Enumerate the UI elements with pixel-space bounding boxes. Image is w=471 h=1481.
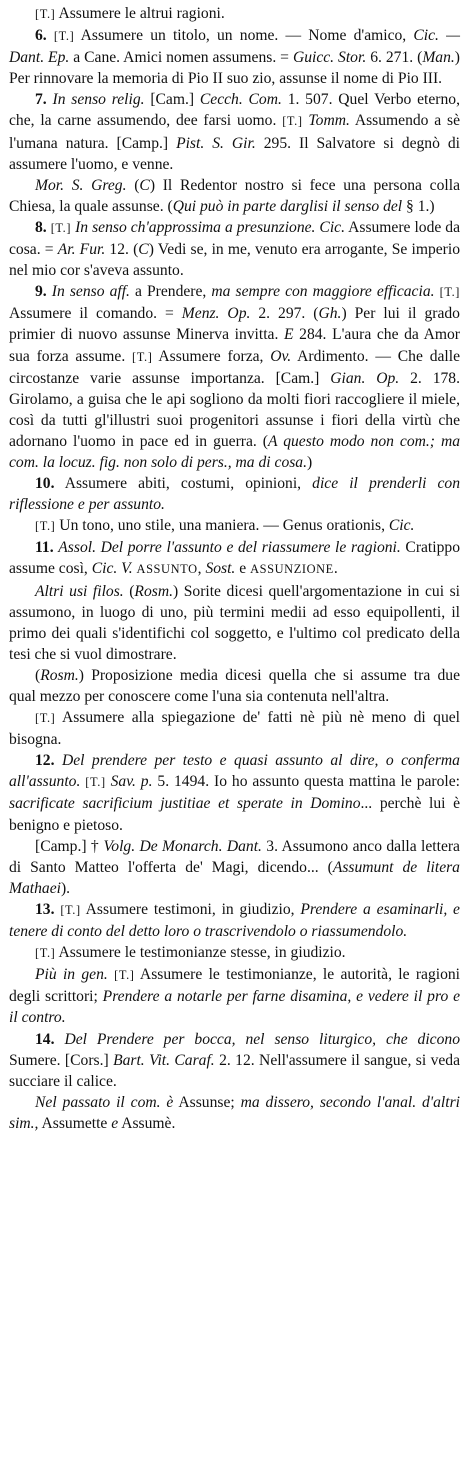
text-run: Assumere un titolo, un nome. — Nome d'amico, — [74, 27, 414, 45]
citation-tag: [T.] — [53, 29, 75, 44]
text-run: Assumè. — [118, 1114, 176, 1132]
entry-paragraph — [9, 707, 460, 750]
citation-tag: [T.] — [35, 7, 56, 21]
italic-run: In senso ch'approssima a presunzione. Cic. — [75, 218, 345, 236]
entry-paragraph — [9, 175, 460, 217]
entry-paragraph — [9, 581, 460, 665]
entry-paragraph — [9, 836, 460, 899]
text-run: ) Per lui il grado primier di nuovo assunse Minerva invitta. — [9, 305, 460, 344]
sense-number: 14. — [35, 1030, 55, 1048]
text-run: 5. 1494. Io ho assunto questa mattina le parole: — [152, 773, 460, 791]
entry-paragraph — [9, 281, 460, 473]
text-run: . — [333, 560, 338, 578]
italic-run: In senso aff. — [51, 283, 130, 301]
italic-run: Ov. — [270, 347, 292, 365]
text-run: 1. 507. Quel Verbo eterno, che, la carne assumendo, dee farsi uomo. — [9, 91, 460, 130]
sense-number: 9. — [35, 283, 47, 301]
italic-run: Rosm. — [40, 666, 79, 684]
italic-run: Del prendere per testo e quasi assunto al dire, o conferma all'assunto. — [9, 752, 460, 791]
italic-run: Pist. S. Gir. — [176, 134, 256, 152]
citation-tag: [T.] — [132, 349, 153, 364]
italic-run: Assol. Del porre l'assunto e del riassumere le ragioni. — [58, 539, 401, 557]
entry-paragraph — [9, 1029, 460, 1092]
italic-run: Tomm. — [308, 112, 350, 130]
italic-run: Cic. V. — [91, 560, 133, 578]
italic-run: Ar. Fur. — [57, 241, 106, 259]
citation-tag: [T.] — [35, 519, 56, 534]
italic-run: Cecch. Com. — [199, 91, 282, 109]
text-run: ) — [307, 453, 313, 471]
text-run: ) Proposizione media dicesi quella che si assume tra due qual mezzo per conoscere come l'una sia contenuta nell'altra. — [9, 666, 460, 705]
italic-run: Rosm. — [134, 582, 173, 600]
text-run: ( — [35, 666, 41, 684]
text-run: Assumere testimoni, in giudizio, — [80, 900, 301, 918]
italic-run: Menz. Op. — [181, 305, 251, 323]
text-run: ( — [123, 582, 135, 600]
italic-run: sacrificate sacrificium justitiae et sperate in Domino — [9, 795, 361, 813]
citation-tag: [T.] — [85, 775, 106, 790]
text-run: 12. ( — [105, 241, 139, 259]
entry-paragraph — [9, 1092, 460, 1134]
text-run: ... perchè lui è benigno e pietoso. — [9, 795, 460, 834]
citation-tag: [T.] — [35, 946, 56, 961]
text-run: [Cam.] — [144, 91, 200, 109]
text-run: ) Sorite dicesi quell'argomentazione in cui si assumono, in luogo di uno, più termini medii ad esso equipollenti, il primo dei quali s'identifichi col soggetto, e l'ultimo col predicato della tesi che si vuol dimostrare. — [9, 582, 460, 663]
italic-run: ma dissero, secondo l'anal. d'altri sim., — [9, 1093, 460, 1132]
text-run: , — [197, 560, 206, 578]
entry-paragraph — [9, 473, 460, 515]
text-run: 2. 297. ( — [250, 305, 319, 323]
italic-run: Sav. p. — [110, 773, 153, 791]
entry-paragraph — [9, 217, 460, 281]
italic-run: Del Prendere per bocca, nel senso liturgico, che dicono — [64, 1030, 460, 1048]
italic-run: In senso relig. — [52, 91, 145, 109]
italic-run: Più in gen. — [35, 966, 108, 984]
italic-run: Qui può in parte darglisi il senso del — [172, 197, 403, 215]
italic-run: Nel passato il com. è — [35, 1093, 174, 1111]
italic-run: Volg. De Monarch. Dant. — [103, 837, 262, 855]
text-run: a Prendere, — [129, 283, 212, 301]
text-run: e — [235, 560, 251, 578]
italic-run: dice il prenderli con riflessione e per assunto. — [9, 475, 460, 514]
italic-run: Prendere a esaminarli, e tenere di conto del detto loro o trascrivendolo o riassumendolo. — [9, 900, 460, 941]
italic-run: E — [284, 326, 294, 344]
italic-run: ma sempre con maggiore efficacia. — [211, 283, 435, 301]
citation-tag: [T.] — [439, 285, 460, 300]
text-run: Assumere il comando. = — [9, 305, 182, 323]
italic-run: Assumunt de litera Mathaei — [9, 858, 460, 897]
entry-paragraph — [9, 89, 460, 174]
text-run: 2. 178. Girolamo, a guisa che le api sogliono da molti fiori raccogliere il miele, così da tutti gl'illustri suoi progenitori assunse i fiori della virtù che adornano l'uomo in pace ed in guerra. ( — [9, 369, 460, 450]
italic-run: e — [111, 1114, 119, 1132]
sense-number: 13. — [35, 900, 55, 918]
citation-tag: [T.] — [114, 968, 135, 983]
sense-number: 11. — [35, 539, 54, 557]
entry-paragraph — [9, 942, 460, 964]
entry-paragraph — [9, 515, 460, 537]
italic-run: Man. — [422, 49, 455, 67]
text-run: ). — [60, 879, 71, 897]
italic-run: A questo modo non com.; ma com. la locuz. fig. non solo di pers., ma di cosa. — [9, 432, 461, 471]
italic-run: Gian. Op. — [330, 369, 400, 387]
text-run: ) Vedi se, in me, venuto era arrogante, Se imperio nel mio cor s'aveva assunto. — [9, 241, 461, 280]
citation-tag: ASSUNTO — [136, 562, 198, 577]
sense-number: 6. — [35, 27, 47, 45]
text-run: § 1.) — [402, 197, 435, 215]
italic-run: Sost. — [205, 560, 236, 578]
citation-tag: [T.] — [60, 902, 81, 917]
citation-tag: [T.] — [282, 114, 303, 129]
entry-paragraph — [9, 25, 460, 89]
italic-run: Gh. — [318, 305, 342, 323]
italic-run: Cic. — Dant. Ep. — [9, 27, 460, 67]
text-run: 3. Assumono anco dalla lettera di Santo Matteo l'offerta de' Magi, dicendo... ( — [9, 837, 460, 876]
text-run: Assumendo a sè l'umana natura. [Camp.] — [9, 112, 460, 152]
italic-run: Cic. — [388, 517, 415, 535]
italic-run: Altri usi filos. — [35, 582, 124, 600]
entry-paragraph — [9, 665, 460, 707]
text-run: Assunse; — [173, 1093, 241, 1111]
text-run: ) Per rinnovare la memoria di Pio II suo zio, assunse il nome di Pio III. — [9, 49, 460, 88]
text-run: 295. Il Salvatore si degnò di assumere l'uomo, e venne. — [9, 134, 461, 173]
text-run: Assumere alla spiegazione de' fatti nè più nè meno di quel bisogna. — [9, 709, 460, 749]
italic-run: Mor. S. Greg. — [35, 176, 127, 194]
text-run: Assumere le testimonianze stesse, in giudizio. — [55, 944, 346, 962]
entry-paragraph — [9, 537, 460, 580]
sense-number: 7. — [35, 91, 47, 109]
text-run: Assumere forza, — [152, 347, 271, 365]
text-run: 2. 12. Nell'assumere il sangue, si veda succiare il calice. — [9, 1051, 460, 1090]
citation-tag: ASSUNZIONE — [250, 562, 334, 577]
text-run: a Cane. Amici nomen assumens. = — [69, 49, 293, 67]
italic-run: C — [139, 176, 150, 194]
text-run: Assumere abiti, costumi, opinioni, — [54, 475, 313, 493]
italic-run: Guicc. Stor. — [292, 49, 367, 67]
entry-paragraph — [9, 750, 460, 835]
text-run: Assumere lode da cosa. = — [9, 218, 461, 259]
text-run: Un tono, uno stile, una maniera. — Genus orationis, — [55, 517, 389, 535]
sense-number: 10. — [35, 475, 55, 493]
text-run: 284. L'aura che da Amor sua forza assume. — [9, 326, 461, 365]
italic-run: Prendere a notarle per farne disamina, e vedere il pro e il contro. — [9, 988, 460, 1027]
italic-run: Bart. Vit. Caraf. — [113, 1051, 215, 1069]
citation-tag: [T.] — [35, 711, 56, 726]
text-run: Ardimento. — Che dalle circostanze varie assunse importanza. [Cam.] — [9, 347, 460, 387]
sense-number: 12. — [35, 752, 55, 770]
entry-paragraph — [9, 964, 460, 1028]
text-run: Sumere. [Cors.] — [9, 1051, 114, 1069]
text-run: ( — [126, 176, 140, 194]
italic-run: C — [138, 241, 149, 259]
text-run: Cratippo assume così, — [9, 539, 460, 578]
text-run — [55, 752, 62, 769]
text-run: 6. 271. ( — [366, 49, 423, 67]
text-run: ) Il Redentor nostro si fece una persona colla Chiesa, la quale assunse. ( — [9, 176, 460, 215]
text-run: Assumette — [38, 1114, 112, 1132]
text-run — [47, 27, 54, 44]
citation-tag: [T.] — [50, 220, 72, 235]
text-run — [55, 1031, 65, 1048]
text-run: [Camp.] † — [35, 837, 104, 855]
text-run: Assumere le altrui ragioni. — [55, 5, 225, 22]
text-run: Assumere le testimonianze, le autorità, le ragioni degli scrittori; — [9, 966, 461, 1006]
entry-paragraph — [9, 899, 460, 942]
entry-paragraph — [9, 3, 460, 25]
sense-number: 8. — [35, 218, 47, 236]
